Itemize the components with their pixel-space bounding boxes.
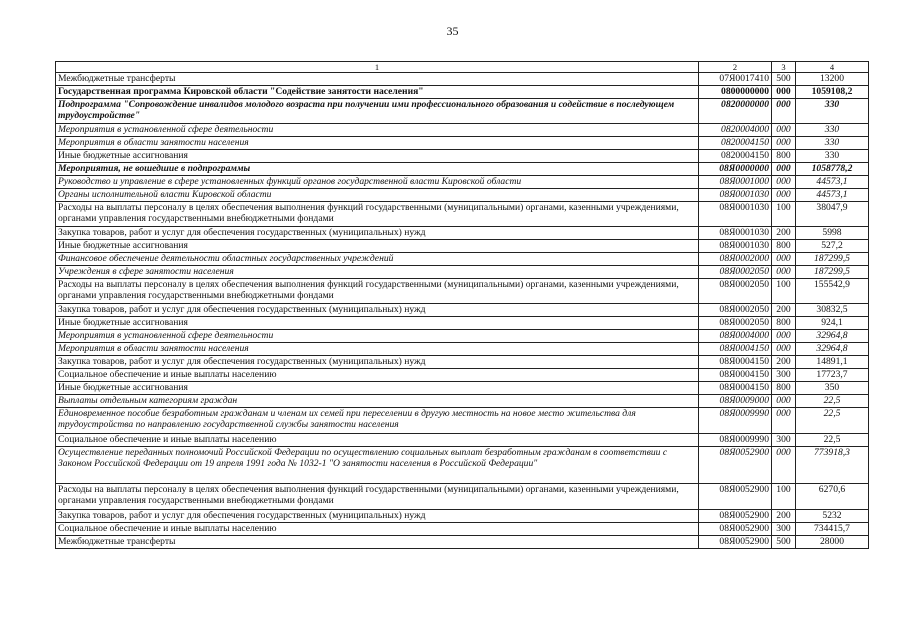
row-code-cell: 08Я0001030 (699, 202, 772, 227)
row-sum-cell: 187299,5 (796, 253, 869, 266)
row-code-cell: 0820004000 (699, 124, 772, 137)
page-number: 35 (446, 24, 459, 38)
table-row (56, 279, 869, 304)
row-code-cell: 08Я0009990 (699, 434, 772, 447)
row-vr-cell: 000 (772, 137, 796, 150)
row-sum-cell: 773918,3 (796, 447, 869, 484)
table-row (56, 434, 869, 447)
row-vr-cell: 800 (772, 382, 796, 395)
header-row (56, 62, 869, 73)
row-sum-cell: 330 (796, 137, 869, 150)
table-row (56, 395, 869, 408)
table-row (56, 86, 869, 99)
row-sum-cell: 6270,6 (796, 484, 869, 510)
table-row (56, 99, 869, 124)
budget-table (55, 61, 869, 549)
row-vr-cell: 100 (772, 484, 796, 510)
row-code-cell: 08Я0004150 (699, 356, 772, 369)
row-vr-cell: 200 (772, 227, 796, 240)
row-code-cell: 08Я0009000 (699, 395, 772, 408)
row-sum-cell: 14891,1 (796, 356, 869, 369)
table-row (56, 523, 869, 536)
row-code-cell: 0820000000 (699, 99, 772, 124)
row-sum-cell: 17723,7 (796, 369, 869, 382)
table-row (56, 330, 869, 343)
row-name-cell: Закупка товаров, работ и услуг для обеспечения государственных (муниципальных) нужд (56, 227, 699, 240)
row-code-cell: 0800000000 (699, 86, 772, 99)
row-vr-cell: 000 (772, 86, 796, 99)
row-code-cell: 08Я0052900 (699, 447, 772, 484)
table-row (56, 176, 869, 189)
row-sum-cell: 44573,1 (796, 176, 869, 189)
row-vr-cell: 000 (772, 408, 796, 434)
row-vr-cell: 000 (772, 124, 796, 137)
table-row (56, 189, 869, 202)
row-name-cell: Осуществление переданных полномочий Российской Федерации по осуществлению социальных выплат безработным гражданам в соответствии с Законом Российской Федерации от 19 апреля 1991 года № 1032-1 "О занятости населения в Российской Федерации" (56, 447, 699, 484)
row-code-cell: 08Я0052900 (699, 536, 772, 549)
row-code-cell: 08Я0002050 (699, 266, 772, 279)
table-row (56, 124, 869, 137)
row-name-cell: Закупка товаров, работ и услуг для обеспечения государственных (муниципальных) нужд (56, 304, 699, 317)
row-vr-cell: 100 (772, 279, 796, 304)
row-sum-cell: 527,2 (796, 240, 869, 253)
row-sum-cell: 32964,8 (796, 343, 869, 356)
row-name-cell: Расходы на выплаты персоналу в целях обеспечения выполнения функций государственными (муниципальными) органами, казенными учреждениями, органами управления государственными внебюджетными фондами (56, 202, 699, 227)
row-name-cell: Расходы на выплаты персоналу в целях обеспечения выполнения функций государственными (муниципальными) органами, казенными учреждениями, органами управления государственными внебюджетными фондами (56, 484, 699, 510)
row-code-cell: 0820004150 (699, 150, 772, 163)
table-row (56, 317, 869, 330)
row-name-cell: Мероприятия в области занятости населения (56, 137, 699, 150)
table-row (56, 202, 869, 227)
row-vr-cell: 000 (772, 163, 796, 176)
row-vr-cell: 100 (772, 202, 796, 227)
row-code-cell: 08Я0004150 (699, 382, 772, 395)
header-cell-vr: 3 (772, 62, 796, 73)
row-vr-cell: 000 (772, 395, 796, 408)
row-sum-cell: 350 (796, 382, 869, 395)
row-name-cell: Государственная программа Кировской области "Содействие занятости населения" (56, 86, 699, 99)
row-vr-cell: 800 (772, 240, 796, 253)
table-row (56, 137, 869, 150)
row-code-cell: 08Я0002000 (699, 253, 772, 266)
row-sum-cell: 155542,9 (796, 279, 869, 304)
row-sum-cell: 22,5 (796, 434, 869, 447)
row-vr-cell: 800 (772, 150, 796, 163)
row-vr-cell: 300 (772, 523, 796, 536)
row-code-cell: 08Я0001030 (699, 240, 772, 253)
row-code-cell: 0820004150 (699, 137, 772, 150)
row-sum-cell: 330 (796, 124, 869, 137)
table-row (56, 356, 869, 369)
row-vr-cell: 300 (772, 434, 796, 447)
row-name-cell: Единовременное пособие безработным гражданам и членам их семей при переселении в другую местность на новое место жительства для трудоустройства по направлению государственной службы занятости населения (56, 408, 699, 434)
row-code-cell: 08Я0052900 (699, 484, 772, 510)
row-name-cell: Мероприятия в области занятости населения (56, 343, 699, 356)
row-name-cell: Руководство и управление в сфере установленных функций органов государственной власти Кировской области (56, 176, 699, 189)
row-sum-cell: 22,5 (796, 395, 869, 408)
row-sum-cell: 44573,1 (796, 189, 869, 202)
row-sum-cell: 1059108,2 (796, 86, 869, 99)
table-row (56, 150, 869, 163)
row-vr-cell: 000 (772, 176, 796, 189)
header-cell-code: 2 (699, 62, 772, 73)
row-name-cell: Закупка товаров, работ и услуг для обеспечения государственных (муниципальных) нужд (56, 356, 699, 369)
row-vr-cell: 200 (772, 510, 796, 523)
row-sum-cell: 32964,8 (796, 330, 869, 343)
row-sum-cell: 30832,5 (796, 304, 869, 317)
table-row (56, 369, 869, 382)
row-code-cell: 08Я0052900 (699, 523, 772, 536)
table-row (56, 227, 869, 240)
row-vr-cell: 000 (772, 189, 796, 202)
row-name-cell: Подпрограмма "Сопровождение инвалидов молодого возраста при получении ими профессионального образования и содействие в последующем трудоустройстве" (56, 99, 699, 124)
row-vr-cell: 300 (772, 369, 796, 382)
row-sum-cell: 28000 (796, 536, 869, 549)
row-sum-cell: 13200 (796, 73, 869, 86)
table-row (56, 382, 869, 395)
table-body (56, 73, 869, 549)
row-code-cell: 07Я0017410 (699, 73, 772, 86)
row-code-cell: 08Я0002050 (699, 304, 772, 317)
row-code-cell: 08Я0002050 (699, 279, 772, 304)
table-row (56, 240, 869, 253)
row-name-cell: Мероприятия в установленной сфере деятельности (56, 330, 699, 343)
row-vr-cell: 000 (772, 253, 796, 266)
row-name-cell: Органы исполнительной власти Кировской области (56, 189, 699, 202)
row-name-cell: Межбюджетные трансферты (56, 73, 699, 86)
row-sum-cell: 924,1 (796, 317, 869, 330)
row-name-cell: Иные бюджетные ассигнования (56, 150, 699, 163)
row-name-cell: Социальное обеспечение и иные выплаты населению (56, 369, 699, 382)
row-sum-cell: 330 (796, 99, 869, 124)
row-vr-cell: 000 (772, 343, 796, 356)
row-sum-cell: 38047,9 (796, 202, 869, 227)
row-vr-cell: 000 (772, 330, 796, 343)
row-name-cell: Социальное обеспечение и иные выплаты населению (56, 434, 699, 447)
row-code-cell: 08Я0004150 (699, 369, 772, 382)
table-row (56, 304, 869, 317)
row-name-cell: Выплаты отдельным категориям граждан (56, 395, 699, 408)
row-code-cell: 08Я0009990 (699, 408, 772, 434)
table-row (56, 343, 869, 356)
row-vr-cell: 500 (772, 73, 796, 86)
row-name-cell: Учреждения в сфере занятости населения (56, 266, 699, 279)
row-name-cell: Мероприятия в установленной сфере деятельности (56, 124, 699, 137)
row-sum-cell: 734415,7 (796, 523, 869, 536)
row-vr-cell: 200 (772, 304, 796, 317)
row-vr-cell: 000 (772, 447, 796, 484)
row-sum-cell: 330 (796, 150, 869, 163)
row-name-cell: Закупка товаров, работ и услуг для обеспечения государственных (муниципальных) нужд (56, 510, 699, 523)
table-row (56, 447, 869, 484)
row-code-cell: 08Я0002050 (699, 317, 772, 330)
row-vr-cell: 800 (772, 317, 796, 330)
row-vr-cell: 500 (772, 536, 796, 549)
row-sum-cell: 5998 (796, 227, 869, 240)
row-sum-cell: 187299,5 (796, 266, 869, 279)
row-name-cell: Расходы на выплаты персоналу в целях обеспечения выполнения функций государственными (муниципальными) органами, казенными учреждениями, органами управления государственными внебюджетными фондами (56, 279, 699, 304)
table-row (56, 510, 869, 523)
table-row (56, 484, 869, 510)
table-row (56, 408, 869, 434)
table-row (56, 73, 869, 86)
row-code-cell: 08Я0004000 (699, 330, 772, 343)
row-name-cell: Финансовое обеспечение деятельности областных государственных учреждений (56, 253, 699, 266)
header-cell-sum: 4 (796, 62, 869, 73)
row-sum-cell: 22,5 (796, 408, 869, 434)
row-name-cell: Иные бюджетные ассигнования (56, 240, 699, 253)
row-sum-cell: 5232 (796, 510, 869, 523)
row-sum-cell: 1058778,2 (796, 163, 869, 176)
table-row (56, 163, 869, 176)
row-name-cell: Мероприятия, не вошедшие в подпрограммы (56, 163, 699, 176)
row-name-cell: Иные бюджетные ассигнования (56, 317, 699, 330)
row-vr-cell: 000 (772, 99, 796, 124)
table-row (56, 536, 869, 549)
row-name-cell: Социальное обеспечение и иные выплаты населению (56, 523, 699, 536)
row-name-cell: Межбюджетные трансферты (56, 536, 699, 549)
row-vr-cell: 200 (772, 356, 796, 369)
row-code-cell: 08Я0000000 (699, 163, 772, 176)
row-code-cell: 08Я0052900 (699, 510, 772, 523)
row-code-cell: 08Я0001030 (699, 189, 772, 202)
row-code-cell: 08Я0001000 (699, 176, 772, 189)
row-name-cell: Иные бюджетные ассигнования (56, 382, 699, 395)
header-cell-name: 1 (56, 62, 699, 73)
table-row (56, 253, 869, 266)
row-vr-cell: 000 (772, 266, 796, 279)
table-row (56, 266, 869, 279)
row-code-cell: 08Я0001030 (699, 227, 772, 240)
row-code-cell: 08Я0004150 (699, 343, 772, 356)
